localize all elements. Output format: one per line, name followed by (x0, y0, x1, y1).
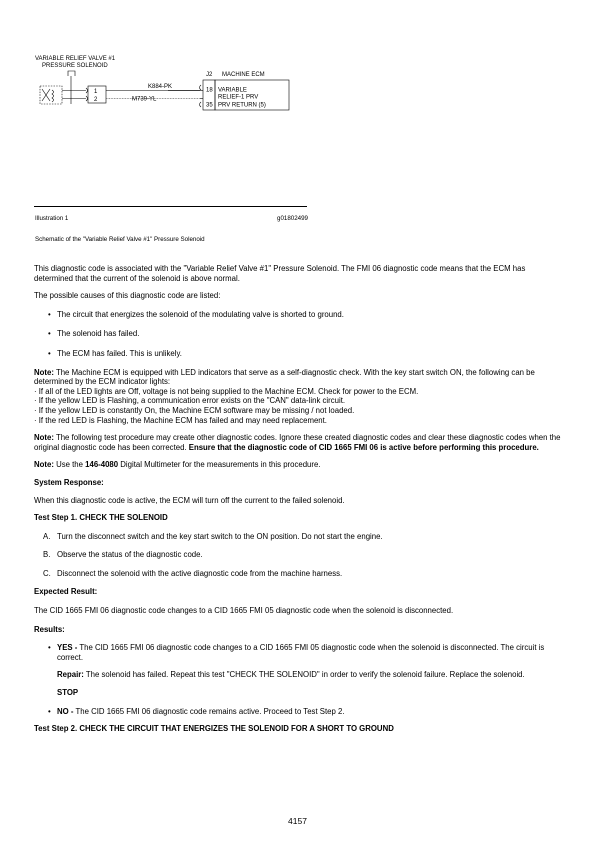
ecm-label-relief: RELIEF-1 PRV (218, 94, 259, 101)
led-line: · If the yellow LED is constantly On, the Machine ECM software may be missing / not loaded. (34, 405, 355, 415)
note-test-procedure: Note: The following test procedure may create other diagnostic codes. Ignore these created diagnostic codes and clear these diagnostic codes when the original diagnostic code has been corrected. Ensure that the diagnostic code of CID 1665 FMI 06 is active before performing this procedure. (34, 433, 561, 452)
illustration-label: Illustration 1 (35, 215, 69, 222)
result-yes: • YES - The CID 1665 FMI 06 diagnostic code changes to a CID 1665 FMI 05 diagnostic code when the solenoid is disconnected. The circuit is correct. (48, 643, 545, 662)
note-multimeter: Note: Use the 146-4080 Digital Multimeter for the measurements in this procedure. (34, 460, 321, 470)
ecm-title: MACHINE ECM (222, 72, 265, 78)
note-led-indicators: Note: The Machine ECM is equipped with LED indicators that serve as a self-diagnostic check. With the key start switch ON, the following can be determined by the ECM indicator lights: (34, 367, 535, 387)
expected-text: The CID 1665 FMI 06 diagnostic code changes to a CID 1665 FMI 05 diagnostic code when the solenoid is disconnected. (34, 606, 454, 616)
led-line: · If the yellow LED is Flashing, a communication error exists on the "CAN" data-link circuit. (34, 396, 346, 406)
step2-heading: Test Step 2. CHECK THE CIRCUIT THAT ENERGIZES THE SOLENOID FOR A SHORT TO GROUND (34, 724, 394, 734)
page-number: 4157 (288, 816, 307, 826)
wire-2-label: M739-YL (132, 96, 157, 103)
pin-1-label: 1 (94, 89, 98, 95)
list-item: C. Disconnect the solenoid with the active diagnostic code from the machine harness. (43, 568, 343, 578)
solenoid-connector (62, 86, 106, 103)
list-item: • The ECM has failed. This is unlikely. (48, 348, 182, 358)
pin-2-label: 2 (94, 97, 98, 103)
stop-label: STOP (57, 688, 79, 698)
result-no: • NO - The CID 1665 FMI 06 diagnostic code remains active. Proceed to Test Step 2. (48, 706, 345, 716)
repair-note: Repair: The solenoid has failed. Repeat this test "CHECK THE SOLENOID" in order to verify the solenoid failure. Replace the solenoid. (57, 670, 525, 680)
schematic-diagram (30, 52, 300, 118)
list-item: A. Turn the disconnect switch and the key start switch to the ON position. Do not start the engine. (43, 531, 383, 541)
illustration-caption: Schematic of the "Variable Relief Valve #1" Pressure Solenoid (35, 236, 205, 243)
step1-heading: Test Step 1. CHECK THE SOLENOID (34, 513, 168, 523)
ecm-pin-35: 35 (206, 102, 213, 109)
causes-intro: The possible causes of this diagnostic code are listed: (34, 291, 221, 301)
results-heading: Results: (34, 624, 65, 634)
ecm-label-variable: VARIABLE (218, 87, 247, 94)
ecm-pin-18: 18 (206, 87, 213, 94)
led-line: · If all of the LED lights are Off, voltage is not being supplied to the Machine ECM. Check for power to the ECM. (34, 386, 419, 396)
list-item: • The circuit that energizes the solenoid of the modulating valve is shorted to ground. (48, 309, 344, 319)
system-response-text: When this diagnostic code is active, the ECM will turn off the current to the failed solenoid. (34, 495, 345, 505)
illustration-label-row (35, 215, 308, 222)
document-body (34, 264, 564, 734)
connector-j2-label: J2 (206, 72, 213, 78)
ecm-label-prv-return: PRV RETURN (5) (218, 102, 266, 109)
intro-paragraph: This diagnostic code is associated with the "Variable Relief Valve #1" Pressure Solenoid. The FMI 06 diagnostic code means that the ECM has determined that the current of the solenoid is above normal. (34, 264, 526, 283)
system-response-heading: System Response: (34, 477, 104, 487)
illustration-id: g01802499 (277, 215, 308, 222)
list-item: B. Observe the status of the diagnostic code. (43, 550, 203, 560)
illustration-divider (34, 206, 307, 207)
solenoid-symbol (40, 71, 75, 104)
list-item: • The solenoid has failed. (48, 329, 140, 339)
expected-heading: Expected Result: (34, 587, 98, 597)
led-line: · If the red LED is Flashing, the Machine ECM has failed and may need replacement. (34, 415, 327, 425)
wire-1-label: K884-PK (148, 84, 173, 90)
valve-title-line1: VARIABLE RELIEF VALVE #1 (35, 56, 116, 62)
valve-title-line2: PRESSURE SOLENOID (42, 63, 108, 69)
